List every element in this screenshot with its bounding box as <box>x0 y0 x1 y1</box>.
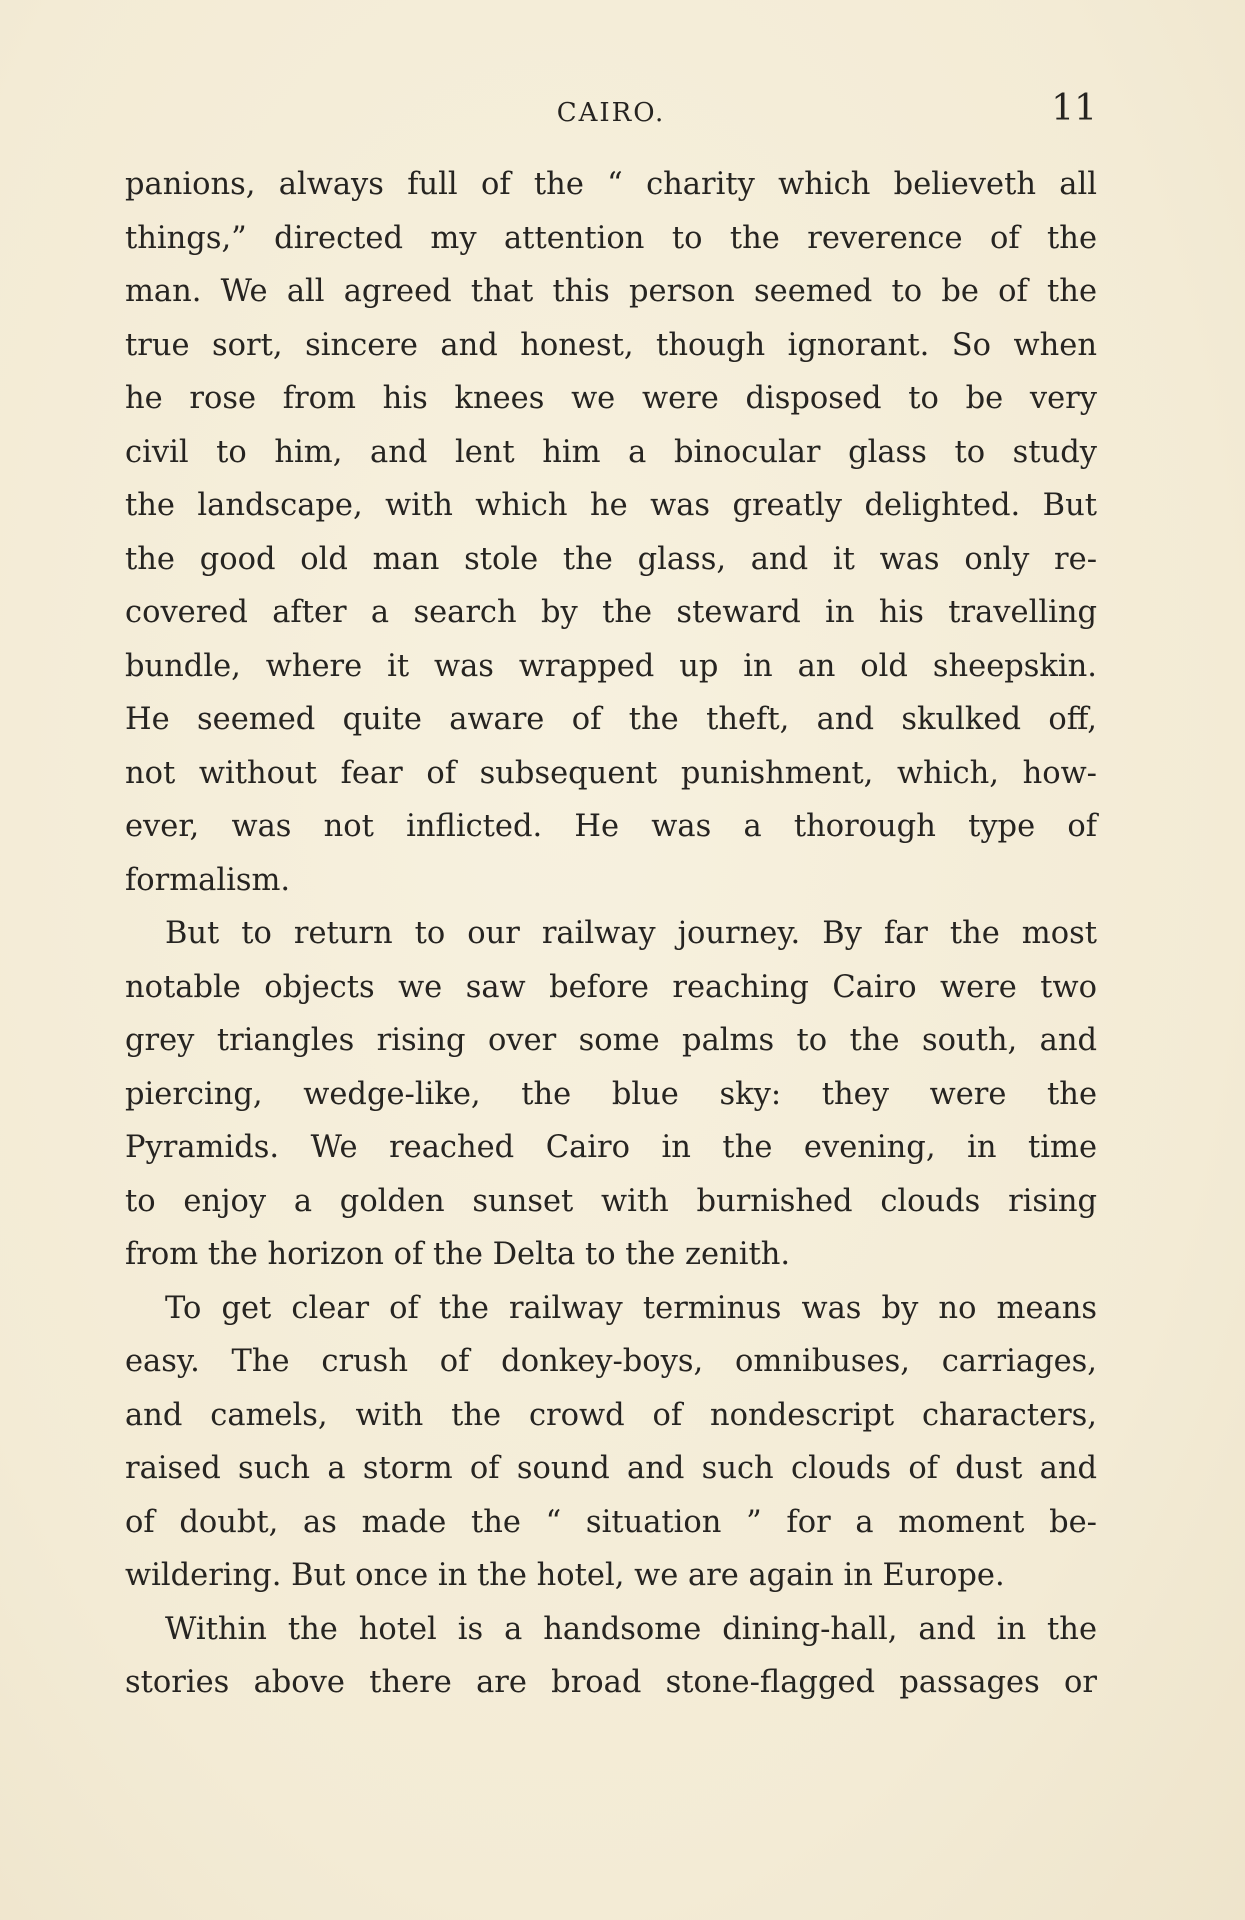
paragraph-first-line: Within the hotel is a handsome dining-hall, and in the <box>165 1611 1097 1647</box>
text-line: from the horizon of the Delta to the zenith. <box>125 1237 791 1272</box>
text-line: stories above there are broad stone-flagged passages or <box>125 1665 1097 1700</box>
text-line: of doubt, as made the “ situation ” for a moment be- <box>125 1504 1097 1540</box>
text-line: things,” directed my attention to the reverence of the <box>125 220 1097 256</box>
text-line: grey triangles rising over some palms to the south, and <box>125 1023 1097 1058</box>
text-line: Pyramids. We reached Cairo in the evening, in time <box>125 1130 1097 1165</box>
body-text <box>125 158 1097 1710</box>
text-line: notable objects we saw before reaching Cairo were two <box>125 969 1097 1005</box>
page-header <box>125 88 1097 138</box>
running-head: CAIRO. <box>556 98 666 128</box>
text-line: formalism. <box>125 862 291 898</box>
paragraph-first-line: But to return to our railway journey. By far the most <box>165 916 1097 951</box>
text-line: to enjoy a golden sunset with burnished clouds rising <box>125 1183 1097 1219</box>
text-line: he rose from his knees we were disposed to be very <box>125 381 1097 416</box>
text-line: covered after a search by the steward in his travelling <box>125 595 1097 630</box>
text-line: civil to him, and lent him a binocular glass to study <box>125 434 1097 470</box>
text-line: wildering. But once in the hotel, we are again in Europe. <box>125 1558 1005 1593</box>
text-line: and camels, with the crowd of nondescript characters, <box>125 1397 1097 1433</box>
page-number: 11 <box>1051 88 1097 129</box>
text-line: ever, was not inflicted. He was a thorough type of <box>125 809 1097 844</box>
text-line: easy. The crush of donkey-boys, omnibuses, carriages, <box>125 1344 1097 1379</box>
text-line: He seemed quite aware of the theft, and skulked off, <box>125 702 1097 737</box>
text-line: raised such a storm of sound and such clouds of dust and <box>125 1451 1097 1486</box>
text-line: not without fear of subsequent punishment, which, how- <box>125 755 1097 791</box>
text-line: man. We all agreed that this person seemed to be of the <box>125 274 1097 309</box>
text-line: bundle, where it was wrapped up in an old sheepskin. <box>125 648 1097 684</box>
text-line: piercing, wedge-like, the blue sky: they were the <box>125 1076 1097 1112</box>
text-line: the landscape, with which he was greatly delighted. But <box>125 488 1097 523</box>
text-line: the good old man stole the glass, and it was only re- <box>125 541 1097 577</box>
text-line: true sort, sincere and honest, though ignorant. So when <box>125 327 1097 363</box>
paragraph-first-line: To get clear of the railway terminus was by no means <box>165 1290 1097 1326</box>
text-line: panions, always full of the “ charity which believeth all <box>125 167 1097 202</box>
